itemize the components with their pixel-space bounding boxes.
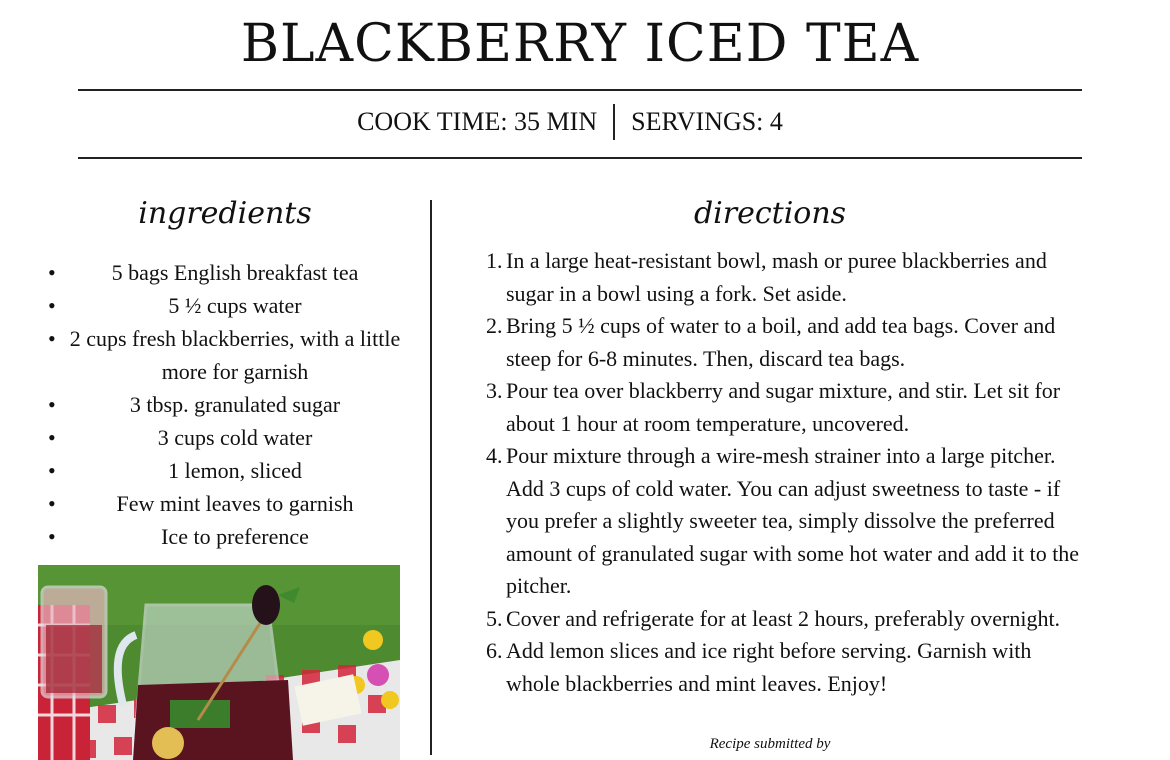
direction-step <box>484 635 1084 700</box>
ingredient-text: 3 cups cold water <box>157 425 313 450</box>
direction-step <box>484 245 1084 310</box>
ingredient-text: 1 lemon, sliced <box>168 458 302 483</box>
step-number: 3. <box>486 378 503 403</box>
cook-time: COOK TIME: 35 MIN <box>357 107 598 136</box>
ingredient-item <box>40 487 410 520</box>
ingredients-list <box>40 256 410 553</box>
recipe-meta <box>0 104 1140 140</box>
recipe-title: BLACKBERRY ICED TEA <box>240 14 920 74</box>
direction-step <box>484 440 1084 603</box>
direction-step <box>484 603 1084 636</box>
ingredient-item <box>40 388 410 421</box>
ingredient-item <box>40 520 410 553</box>
ingredient-text: 3 tbsp. granulated sugar <box>129 392 341 417</box>
bullet-icon: • <box>48 392 56 417</box>
bottom-divider <box>78 157 1082 159</box>
step-text: Pour mixture through a wire-mesh strainer into a large pitcher. Add 3 cups of cold water. You can adjust sweetness to taste - if you prefer a slightly sweeter tea, simply dissolve the preferred amount of granulated sugar with some hot water and add it to the pitcher. <box>506 443 1080 598</box>
ingredient-text: 5 ½ cups water <box>168 293 302 318</box>
ingredient-item <box>40 454 410 487</box>
step-text: Add lemon slices and ice right before serving. Garnish with whole blackberries and mint leaves. Enjoy! <box>506 638 1032 696</box>
direction-step <box>484 375 1084 440</box>
step-number: 1. <box>486 248 503 273</box>
bullet-icon: • <box>48 293 56 318</box>
ingredient-text: Few mint leaves to garnish <box>116 491 354 516</box>
top-divider <box>78 89 1082 91</box>
bullet-icon: • <box>48 491 56 516</box>
ingredient-item <box>40 421 410 454</box>
step-number: 2. <box>486 313 503 338</box>
column-divider <box>430 200 432 755</box>
bullet-icon: • <box>48 260 56 285</box>
servings: SERVINGS: 4 <box>631 107 783 136</box>
ingredient-text: Ice to preference <box>161 524 309 549</box>
ingredient-item <box>40 322 410 388</box>
step-number: 6. <box>486 638 503 663</box>
meta-separator <box>613 104 615 140</box>
step-text: Bring 5 ½ cups of water to a boil, and add tea bags. Cover and steep for 6-8 minutes. Then, discard tea bags. <box>506 313 1056 371</box>
step-text: Cover and refrigerate for at least 2 hours, preferably overnight. <box>506 605 1061 631</box>
ingredient-text: 2 cups fresh blackberries, with a little more for garnish <box>69 326 401 384</box>
recipe-credit: Recipe submitted by <box>709 736 831 752</box>
step-text: Pour tea over blackberry and sugar mixture, and stir. Let sit for about 1 hour at room temperature, uncovered. <box>506 378 1061 436</box>
photo-illustration <box>38 565 400 760</box>
bullet-icon: • <box>48 524 56 549</box>
bullet-icon: • <box>48 458 56 483</box>
bullet-icon: • <box>48 425 56 450</box>
step-number: 4. <box>486 443 503 468</box>
step-number: 5. <box>486 605 503 631</box>
iced-tea-photo <box>38 565 400 760</box>
ingredient-item <box>40 256 410 289</box>
ingredient-text: 5 bags English breakfast tea <box>111 260 359 285</box>
ingredient-item <box>40 289 410 322</box>
direction-step <box>484 310 1084 375</box>
step-text: In a large heat-resistant bowl, mash or puree blackberries and sugar in a bowl using a fork. Set aside. <box>506 248 1047 306</box>
bullet-icon: • <box>48 326 56 351</box>
directions-heading: directions <box>693 196 847 231</box>
ingredients-heading: ingredients <box>138 196 312 231</box>
directions-list <box>484 245 1084 700</box>
